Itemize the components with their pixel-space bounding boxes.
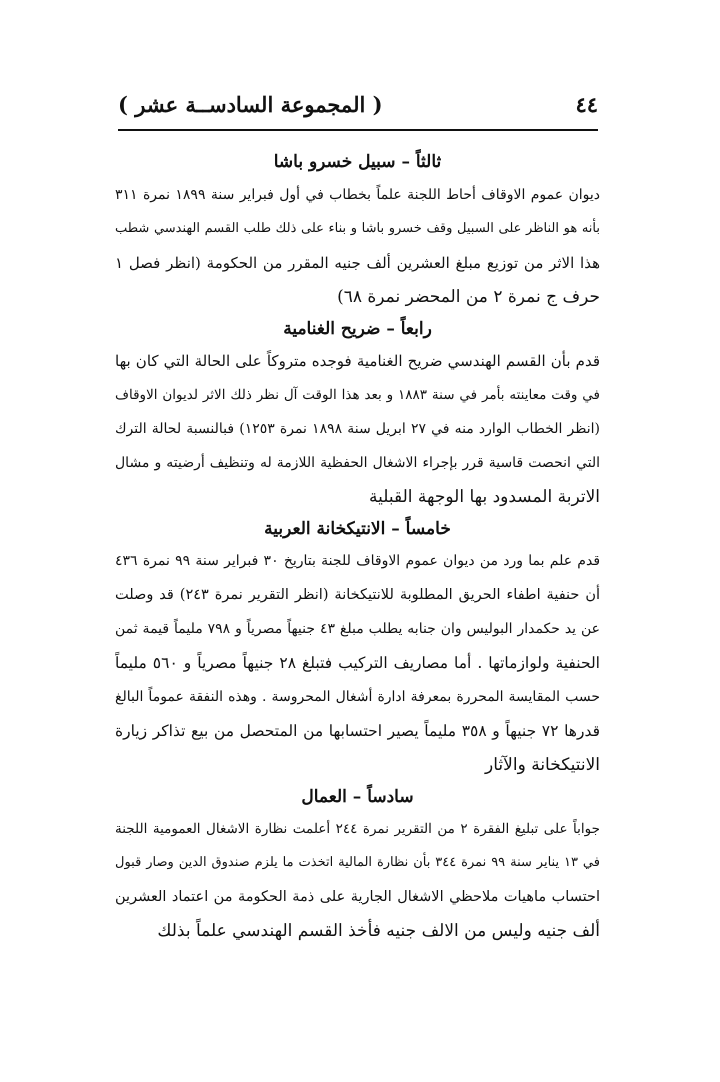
text-line: الحنفية ولوازماتها . أما مصاريف التركيب فتبلغ ٢٨ جنيهاً مصرياً و ٥٦٠ مليماً	[115, 654, 600, 672]
text-line: قدم علم بما ورد من ديوان عموم الاوقاف للجنة بتاريخ ٣٠ فبراير سنة ٩٩ نمرة ٤٣٦	[115, 553, 600, 569]
text-line: ألف جنيه وليس من الالف جنيه فأخذ القسم الهندسي علماً بذلك	[157, 921, 600, 941]
running-title: ( المجموعة السادســة عشر )	[118, 91, 383, 117]
text-line: ديوان عموم الاوقاف أحاط اللجنة علماً بخطاب في أول فبراير سنة ١٨٩٩ نمرة ٣١١	[115, 187, 600, 203]
text-line: قدرها ٧٢ جنيهاً و ٣٥٨ مليماً يصير احتسابها من المتحصل من بيع تذاكر زيارة	[115, 722, 600, 740]
section-paragraph	[115, 344, 600, 514]
text-line: (انظر الخطاب الوارد منه في ٢٧ ابريل سنة ١٨٩٨ نمرة ١٢٥٣) فبالنسبة لحالة الترك	[115, 421, 600, 437]
text-line: حرف ج نمرة ٢ من المحضر نمرة ٦٨)	[337, 287, 600, 307]
text-line: أن حنفية اطفاء الحريق المطلوبة للانتيكخانة (انظر التقرير نمرة ٢٤٣) قد وصلت	[115, 587, 600, 603]
text-line: في ١٣ يناير سنة ٩٩ نمرة ٣٤٤ بأن نظارة المالية اتخذت ما يلزم صندوق الدين وصار قبول	[115, 855, 600, 870]
text-line: هذا الاثر من توزيع مبلغ العشرين ألف جنيه المقرر من الحكومة (انظر فصل ١	[115, 254, 600, 272]
header-rule	[118, 129, 598, 131]
text-line: بأنه هو الناظر على السبيل وقف خسرو باشا و بناء على ذلك طلب القسم الهندسي شطب	[115, 221, 600, 236]
text-line: في وقت معاينته بأمر في سنة ١٨٨٣ و بعد هذا الوقت آل نظر ذلك الاثر لديوان الاوقاف	[115, 387, 600, 403]
section-heading-darih-ghannamiya: رابعاً – ضريح الغنامية	[283, 319, 432, 339]
text-line: احتساب ماهيات ملاحظي الاشغال الجارية على ذمة الحكومة من اعتماد العشرين	[115, 889, 600, 905]
section-heading-ummal: سادساً – العمال	[301, 787, 414, 807]
section-paragraph	[115, 812, 600, 948]
text-line: التي انحصت قاسية قرر بإجراء الاشغال الحفظية اللازمة له وتنظيف أرضيته و مشال	[115, 455, 600, 471]
text-line: الاتربة المسدود بها الوجهة القبلية	[369, 487, 600, 507]
section-paragraph	[115, 178, 600, 314]
text-line: قدم بأن القسم الهندسي ضريح الغنامية فوجده متروكاً على الحالة التي كان بها	[115, 352, 600, 370]
section-paragraph	[115, 544, 600, 782]
text-line: عن يد حكمدار البوليس وان جنابه يطلب مبلغ ٤٣ جنيهاً مصرياً و ٧٩٨ مليماً قيمة ثمن	[115, 621, 600, 637]
page-number: ٤٤	[575, 91, 598, 117]
text-line: الانتيكخانة والآثار	[485, 755, 600, 775]
running-header	[118, 86, 598, 122]
section-heading-sabil-khusraw: ثالثاً – سبيل خسرو باشا	[273, 152, 442, 172]
text-line: حسب المقايسة المحررة بمعرفة ادارة أشغال المحروسة . وهذه النفقة عموماً البالغ	[115, 689, 600, 705]
page-body	[115, 146, 600, 948]
section-heading-antikkhana: خامساً – الانتيكخانة العربية	[264, 519, 451, 539]
text-line: جواباً على تبليغ الفقرة ٢ من التقرير نمرة ٢٤٤ أعلمت نظارة الاشغال العمومية اللجنة	[115, 821, 600, 837]
